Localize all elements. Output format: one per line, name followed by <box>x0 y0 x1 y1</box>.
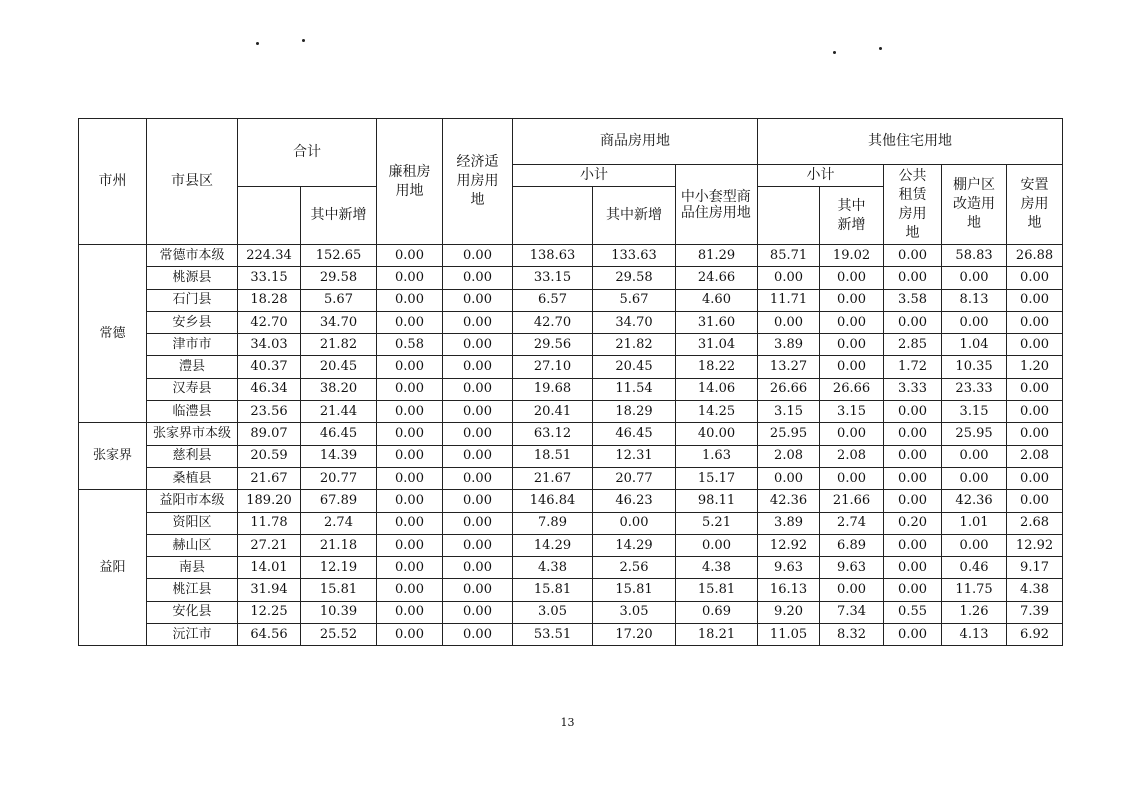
value-cell: 12.92 <box>758 534 820 556</box>
value-cell: 0.00 <box>676 534 758 556</box>
value-cell: 2.08 <box>1007 445 1063 467</box>
value-cell: 20.45 <box>301 356 377 378</box>
value-cell: 0.00 <box>377 534 443 556</box>
value-cell: 14.29 <box>593 534 676 556</box>
value-cell: 1.04 <box>942 334 1007 356</box>
table-row <box>79 245 1063 267</box>
value-cell: 0.00 <box>443 624 513 646</box>
value-cell: 20.41 <box>513 401 593 423</box>
value-cell: 0.00 <box>377 423 443 445</box>
table-row <box>79 579 1063 601</box>
value-cell: 0.00 <box>443 445 513 467</box>
value-cell: 0.00 <box>377 579 443 601</box>
county-cell: 桑植县 <box>147 467 238 489</box>
value-cell: 3.15 <box>942 401 1007 423</box>
value-cell: 0.00 <box>884 490 942 512</box>
value-cell: 0.00 <box>377 490 443 512</box>
value-cell: 9.63 <box>758 557 820 579</box>
value-cell: 23.56 <box>238 401 301 423</box>
header-total-new: 其中新增 <box>301 187 377 245</box>
value-cell: 0.00 <box>942 311 1007 333</box>
value-cell: 21.82 <box>593 334 676 356</box>
table-row <box>79 467 1063 489</box>
value-cell: 21.82 <box>301 334 377 356</box>
value-cell: 20.77 <box>301 467 377 489</box>
value-cell: 20.59 <box>238 445 301 467</box>
value-cell: 31.94 <box>238 579 301 601</box>
value-cell: 0.00 <box>443 467 513 489</box>
table-row <box>79 267 1063 289</box>
value-cell: 0.00 <box>443 356 513 378</box>
table-row <box>79 624 1063 646</box>
value-cell: 31.04 <box>676 334 758 356</box>
value-cell: 5.67 <box>301 289 377 311</box>
value-cell: 0.00 <box>820 356 884 378</box>
county-cell: 澧县 <box>147 356 238 378</box>
value-cell: 0.00 <box>884 401 942 423</box>
value-cell: 81.29 <box>676 245 758 267</box>
value-cell: 4.38 <box>513 557 593 579</box>
value-cell: 12.19 <box>301 557 377 579</box>
header-other-new: 其中新增 <box>820 187 884 245</box>
county-cell: 安化县 <box>147 601 238 623</box>
value-cell: 0.00 <box>884 267 942 289</box>
value-cell: 25.52 <box>301 624 377 646</box>
value-cell: 21.66 <box>820 490 884 512</box>
value-cell: 0.00 <box>820 423 884 445</box>
value-cell: 2.74 <box>820 512 884 534</box>
value-cell: 42.36 <box>758 490 820 512</box>
value-cell: 0.00 <box>443 245 513 267</box>
table-row <box>79 534 1063 556</box>
table-row <box>79 557 1063 579</box>
value-cell: 18.21 <box>676 624 758 646</box>
value-cell: 0.00 <box>820 289 884 311</box>
county-cell: 安乡县 <box>147 311 238 333</box>
value-cell: 189.20 <box>238 490 301 512</box>
value-cell: 1.63 <box>676 445 758 467</box>
value-cell: 0.00 <box>377 557 443 579</box>
value-cell: 63.12 <box>513 423 593 445</box>
table-body <box>79 245 1063 646</box>
value-cell: 3.05 <box>513 601 593 623</box>
table-row <box>79 490 1063 512</box>
table-row <box>79 445 1063 467</box>
value-cell: 4.38 <box>1007 579 1063 601</box>
county-cell: 桃江县 <box>147 579 238 601</box>
scan-speck <box>833 51 836 54</box>
table-row <box>79 289 1063 311</box>
value-cell: 0.00 <box>443 311 513 333</box>
value-cell: 9.17 <box>1007 557 1063 579</box>
value-cell: 24.66 <box>676 267 758 289</box>
value-cell: 85.71 <box>758 245 820 267</box>
value-cell: 46.45 <box>301 423 377 445</box>
value-cell: 13.27 <box>758 356 820 378</box>
value-cell: 0.00 <box>942 267 1007 289</box>
value-cell: 18.29 <box>593 401 676 423</box>
value-cell: 5.21 <box>676 512 758 534</box>
value-cell: 7.39 <box>1007 601 1063 623</box>
value-cell: 34.03 <box>238 334 301 356</box>
value-cell: 67.89 <box>301 490 377 512</box>
value-cell: 0.00 <box>443 267 513 289</box>
value-cell: 2.74 <box>301 512 377 534</box>
value-cell: 19.68 <box>513 378 593 400</box>
value-cell: 40.37 <box>238 356 301 378</box>
value-cell: 0.00 <box>377 512 443 534</box>
value-cell: 3.15 <box>820 401 884 423</box>
value-cell: 98.11 <box>676 490 758 512</box>
value-cell: 1.20 <box>1007 356 1063 378</box>
value-cell: 26.66 <box>758 378 820 400</box>
header-other-subtotal-value <box>758 187 820 245</box>
value-cell: 0.00 <box>884 423 942 445</box>
value-cell: 25.95 <box>758 423 820 445</box>
value-cell: 21.44 <box>301 401 377 423</box>
value-cell: 0.00 <box>758 311 820 333</box>
header-total: 合计 <box>238 119 377 187</box>
value-cell: 2.08 <box>758 445 820 467</box>
value-cell: 4.38 <box>676 557 758 579</box>
county-cell: 石门县 <box>147 289 238 311</box>
value-cell: 0.00 <box>377 401 443 423</box>
value-cell: 0.00 <box>443 512 513 534</box>
value-cell: 0.00 <box>443 601 513 623</box>
header-lowrent: 廉租房用地 <box>377 119 443 245</box>
city-cell: 益阳 <box>79 490 147 646</box>
value-cell: 17.20 <box>593 624 676 646</box>
value-cell: 0.00 <box>1007 267 1063 289</box>
value-cell: 14.39 <box>301 445 377 467</box>
value-cell: 3.33 <box>884 378 942 400</box>
value-cell: 40.00 <box>676 423 758 445</box>
table-row <box>79 356 1063 378</box>
value-cell: 29.58 <box>301 267 377 289</box>
value-cell: 14.29 <box>513 534 593 556</box>
value-cell: 2.85 <box>884 334 942 356</box>
value-cell: 2.08 <box>820 445 884 467</box>
table-row <box>79 311 1063 333</box>
county-cell: 慈利县 <box>147 445 238 467</box>
value-cell: 18.28 <box>238 289 301 311</box>
value-cell: 46.34 <box>238 378 301 400</box>
value-cell: 0.00 <box>942 534 1007 556</box>
value-cell: 16.13 <box>758 579 820 601</box>
value-cell: 34.70 <box>593 311 676 333</box>
county-cell: 临澧县 <box>147 401 238 423</box>
value-cell: 0.20 <box>884 512 942 534</box>
value-cell: 0.58 <box>377 334 443 356</box>
value-cell: 42.70 <box>238 311 301 333</box>
value-cell: 224.34 <box>238 245 301 267</box>
value-cell: 0.46 <box>942 557 1007 579</box>
value-cell: 138.63 <box>513 245 593 267</box>
value-cell: 1.26 <box>942 601 1007 623</box>
value-cell: 20.77 <box>593 467 676 489</box>
value-cell: 0.00 <box>942 467 1007 489</box>
value-cell: 1.01 <box>942 512 1007 534</box>
value-cell: 3.89 <box>758 334 820 356</box>
value-cell: 27.21 <box>238 534 301 556</box>
value-cell: 0.00 <box>884 579 942 601</box>
value-cell: 12.92 <box>1007 534 1063 556</box>
value-cell: 15.81 <box>513 579 593 601</box>
header-city: 市州 <box>79 119 147 245</box>
value-cell: 3.05 <box>593 601 676 623</box>
city-cell: 张家界 <box>79 423 147 490</box>
value-cell: 6.57 <box>513 289 593 311</box>
header-public-rental: 公共租赁房用地 <box>884 165 942 245</box>
value-cell: 18.51 <box>513 445 593 467</box>
value-cell: 58.83 <box>942 245 1007 267</box>
value-cell: 23.33 <box>942 378 1007 400</box>
value-cell: 33.15 <box>238 267 301 289</box>
header-county: 市县区 <box>147 119 238 245</box>
value-cell: 19.02 <box>820 245 884 267</box>
county-cell: 资阳区 <box>147 512 238 534</box>
table-row <box>79 512 1063 534</box>
value-cell: 0.00 <box>884 467 942 489</box>
value-cell: 20.45 <box>593 356 676 378</box>
county-cell: 津市市 <box>147 334 238 356</box>
value-cell: 0.00 <box>884 624 942 646</box>
value-cell: 0.00 <box>820 334 884 356</box>
header-resettlement: 安置房用地 <box>1007 165 1063 245</box>
value-cell: 0.55 <box>884 601 942 623</box>
value-cell: 0.00 <box>443 378 513 400</box>
value-cell: 6.89 <box>820 534 884 556</box>
value-cell: 0.00 <box>1007 490 1063 512</box>
value-cell: 0.00 <box>593 512 676 534</box>
value-cell: 11.75 <box>942 579 1007 601</box>
value-cell: 0.00 <box>820 579 884 601</box>
header-other-subtotal: 小计 <box>758 165 884 187</box>
value-cell: 9.63 <box>820 557 884 579</box>
county-cell: 南县 <box>147 557 238 579</box>
county-cell: 赫山区 <box>147 534 238 556</box>
county-cell: 常德市本级 <box>147 245 238 267</box>
value-cell: 15.81 <box>593 579 676 601</box>
value-cell: 3.15 <box>758 401 820 423</box>
value-cell: 9.20 <box>758 601 820 623</box>
value-cell: 0.00 <box>443 401 513 423</box>
value-cell: 21.67 <box>238 467 301 489</box>
value-cell: 4.13 <box>942 624 1007 646</box>
header-total-subtotal <box>238 187 301 245</box>
county-cell: 汉寿县 <box>147 378 238 400</box>
header-other: 其他住宅用地 <box>758 119 1063 165</box>
value-cell: 89.07 <box>238 423 301 445</box>
value-cell: 11.54 <box>593 378 676 400</box>
value-cell: 0.00 <box>377 356 443 378</box>
value-cell: 8.13 <box>942 289 1007 311</box>
header-commercial-subtotal-value <box>513 187 593 245</box>
value-cell: 0.00 <box>942 445 1007 467</box>
value-cell: 0.00 <box>1007 423 1063 445</box>
value-cell: 3.89 <box>758 512 820 534</box>
value-cell: 0.00 <box>1007 289 1063 311</box>
value-cell: 0.00 <box>884 557 942 579</box>
value-cell: 6.92 <box>1007 624 1063 646</box>
value-cell: 25.95 <box>942 423 1007 445</box>
scan-speck <box>879 47 882 50</box>
value-cell: 26.88 <box>1007 245 1063 267</box>
value-cell: 38.20 <box>301 378 377 400</box>
value-cell: 0.69 <box>676 601 758 623</box>
value-cell: 0.00 <box>377 267 443 289</box>
value-cell: 15.17 <box>676 467 758 489</box>
value-cell: 3.58 <box>884 289 942 311</box>
value-cell: 12.31 <box>593 445 676 467</box>
county-cell: 张家界市本级 <box>147 423 238 445</box>
value-cell: 0.00 <box>377 245 443 267</box>
value-cell: 4.60 <box>676 289 758 311</box>
value-cell: 26.66 <box>820 378 884 400</box>
value-cell: 0.00 <box>443 334 513 356</box>
value-cell: 0.00 <box>443 579 513 601</box>
page-number: 13 <box>560 716 575 729</box>
table-row <box>79 601 1063 623</box>
value-cell: 15.81 <box>676 579 758 601</box>
table-row <box>79 334 1063 356</box>
value-cell: 42.36 <box>942 490 1007 512</box>
value-cell: 7.89 <box>513 512 593 534</box>
value-cell: 5.67 <box>593 289 676 311</box>
county-cell: 沅江市 <box>147 624 238 646</box>
value-cell: 2.56 <box>593 557 676 579</box>
value-cell: 0.00 <box>758 267 820 289</box>
value-cell: 10.35 <box>942 356 1007 378</box>
scan-speck <box>302 39 305 42</box>
value-cell: 0.00 <box>1007 378 1063 400</box>
value-cell: 0.00 <box>1007 334 1063 356</box>
value-cell: 0.00 <box>377 378 443 400</box>
value-cell: 0.00 <box>443 289 513 311</box>
table-row <box>79 401 1063 423</box>
value-cell: 10.39 <box>301 601 377 623</box>
value-cell: 34.70 <box>301 311 377 333</box>
value-cell: 14.25 <box>676 401 758 423</box>
value-cell: 8.32 <box>820 624 884 646</box>
value-cell: 0.00 <box>377 601 443 623</box>
value-cell: 11.71 <box>758 289 820 311</box>
value-cell: 46.23 <box>593 490 676 512</box>
header-commercial: 商品房用地 <box>513 119 758 165</box>
scan-speck <box>256 42 259 45</box>
value-cell: 31.60 <box>676 311 758 333</box>
city-cell: 常德 <box>79 245 147 423</box>
county-cell: 桃源县 <box>147 267 238 289</box>
value-cell: 27.10 <box>513 356 593 378</box>
value-cell: 0.00 <box>377 624 443 646</box>
value-cell: 0.00 <box>820 311 884 333</box>
value-cell: 14.06 <box>676 378 758 400</box>
value-cell: 1.72 <box>884 356 942 378</box>
value-cell: 11.05 <box>758 624 820 646</box>
value-cell: 0.00 <box>377 311 443 333</box>
value-cell: 0.00 <box>443 534 513 556</box>
value-cell: 18.22 <box>676 356 758 378</box>
value-cell: 21.18 <box>301 534 377 556</box>
value-cell: 0.00 <box>443 423 513 445</box>
value-cell: 133.63 <box>593 245 676 267</box>
housing-land-table <box>78 118 1063 646</box>
table-row <box>79 378 1063 400</box>
value-cell: 29.56 <box>513 334 593 356</box>
header-commercial-subtotal: 小计 <box>513 165 676 187</box>
value-cell: 0.00 <box>884 245 942 267</box>
value-cell: 15.81 <box>301 579 377 601</box>
value-cell: 21.67 <box>513 467 593 489</box>
value-cell: 0.00 <box>443 557 513 579</box>
value-cell: 11.78 <box>238 512 301 534</box>
value-cell: 152.65 <box>301 245 377 267</box>
value-cell: 2.68 <box>1007 512 1063 534</box>
value-cell: 42.70 <box>513 311 593 333</box>
value-cell: 0.00 <box>443 490 513 512</box>
header-shantytown: 棚户区改造用地 <box>942 165 1007 245</box>
value-cell: 0.00 <box>1007 467 1063 489</box>
header-commercial-new: 其中新增 <box>593 187 676 245</box>
county-cell: 益阳市本级 <box>147 490 238 512</box>
value-cell: 0.00 <box>884 311 942 333</box>
value-cell: 33.15 <box>513 267 593 289</box>
value-cell: 0.00 <box>884 445 942 467</box>
value-cell: 0.00 <box>820 267 884 289</box>
value-cell: 0.00 <box>1007 311 1063 333</box>
value-cell: 0.00 <box>377 467 443 489</box>
value-cell: 0.00 <box>758 467 820 489</box>
header-small-units: 中小套型商品住房用地 <box>676 165 758 245</box>
value-cell: 0.00 <box>820 467 884 489</box>
table-row <box>79 423 1063 445</box>
value-cell: 46.45 <box>593 423 676 445</box>
value-cell: 0.00 <box>377 445 443 467</box>
value-cell: 7.34 <box>820 601 884 623</box>
value-cell: 146.84 <box>513 490 593 512</box>
value-cell: 14.01 <box>238 557 301 579</box>
value-cell: 64.56 <box>238 624 301 646</box>
value-cell: 12.25 <box>238 601 301 623</box>
value-cell: 0.00 <box>1007 401 1063 423</box>
header-affordable: 经济适用房用地 <box>443 119 513 245</box>
value-cell: 0.00 <box>884 534 942 556</box>
value-cell: 0.00 <box>377 289 443 311</box>
value-cell: 53.51 <box>513 624 593 646</box>
value-cell: 29.58 <box>593 267 676 289</box>
